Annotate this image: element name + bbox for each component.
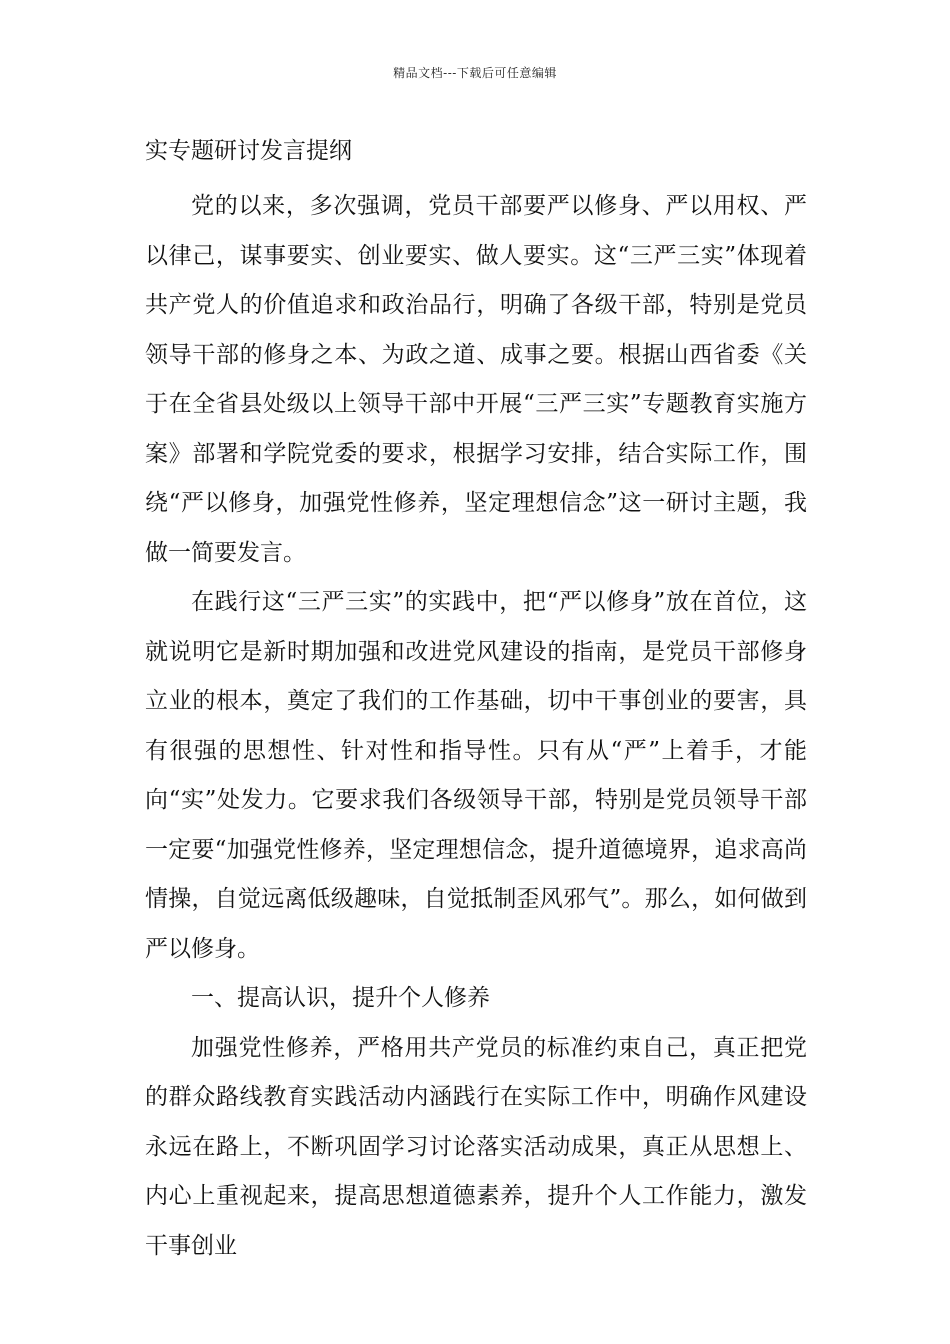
paragraph-section-one: 加强党性修养，严格用共产党员的标准约束自己，真正把党的群众路线教育实践活动内涵践行在实际工作中，明确作风建设永远在路上，不断巩固学习讨论落实活动成果，真正从思想上、内心上重视起来，提高思想道德素养，提升个人工作能力，激发干事创业 — [145, 1034, 807, 1259]
paragraph-practice: 在践行这“三严三实”的实践中，把“严以修身”放在首位，这就说明它是新时期加强和改进党风建设的指南，是党员干部修身立业的根本，奠定了我们的工作基础，切中干事创业的要害，具有很强的思想性、针对性和指导性。只有从“严”上着手，才能向“实”处发力。它要求我们各级领导干部，特别是党员领导干部一定要“加强党性修养，坚定理想信念，提升道德境界，追求高尚情操，自觉远离低级趣味，自觉抵制歪风邪气”。那么，如何做到严以修身。 — [145, 589, 807, 962]
section-heading: 一、提高认识，提升个人修养 — [191, 985, 490, 1011]
page-header: 精品文档---下载后可任意编辑 — [393, 66, 557, 80]
document-title: 实专题研讨发言提纲 — [145, 138, 352, 164]
document-body — [145, 182, 807, 1271]
paragraph-intro: 党的以来，多次强调，党员干部要严以修身、严以用权、严以律己，谋事要实、创业要实、做人要实。这“三严三实”体现着共产党人的价值追求和政治品行，明确了各级干部，特别是党员领导干部的修身之本、为政之道、成事之要。根据山西省委《关于在全省县处级以上领导干部中开展“三严三实”专题教育实施方案》部署和学院党委的要求，根据学习安排，结合实际工作，围绕“严以修身，加强党性修养，坚定理想信念”这一研讨主题，我做一简要发言。 — [145, 193, 807, 566]
